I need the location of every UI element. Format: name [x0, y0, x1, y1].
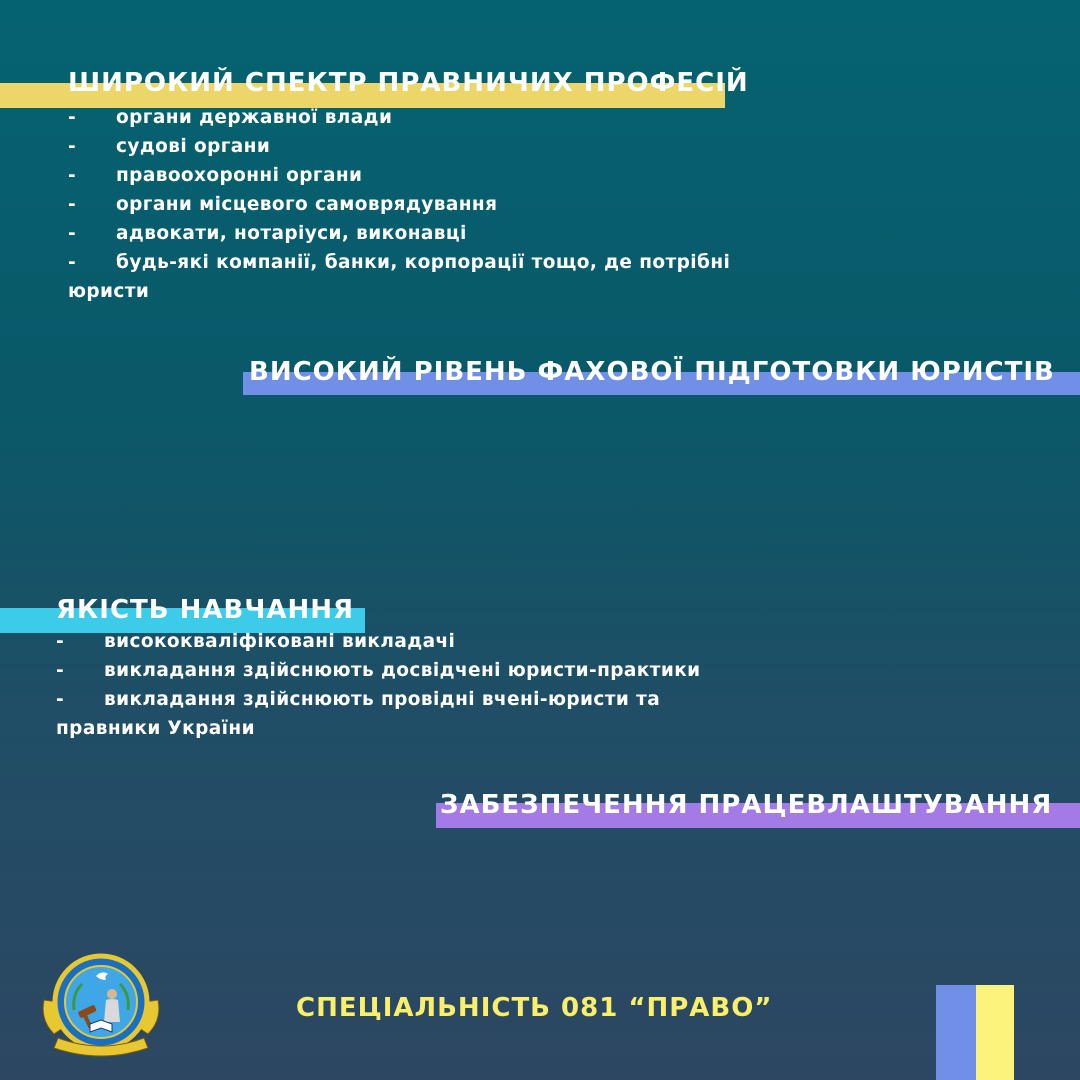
bullet-dash: - — [68, 107, 77, 128]
bullet-dash: - — [68, 252, 77, 273]
professions-list — [68, 103, 730, 306]
specialty-title: СПЕЦІАЛЬНІСТЬ 081 “ПРАВО” — [296, 993, 773, 1023]
bullet-dash: - — [68, 194, 77, 215]
list-item: - будь-які компанії, банки, корпорації тощо, де потрібні — [68, 248, 730, 277]
section-title: ЯКІСТЬ НАВЧАННЯ — [56, 595, 355, 625]
section-title: ВИСОКИЙ РІВЕНЬ ФАХОВОЇ ПІДГОТОВКИ ЮРИСТІВ — [249, 357, 1055, 387]
bullet-dash: - — [68, 165, 77, 186]
university-emblem-icon — [38, 950, 164, 1062]
list-item: - адвокати, нотаріуси, виконавці — [68, 219, 730, 248]
list-item: - висококваліфіковані викладачі — [56, 627, 701, 656]
section-title: ЗАБЕЗПЕЧЕННЯ ПРАЦЕВЛАШТУВАННЯ — [440, 790, 1053, 820]
list-item-continuation: юристи — [68, 281, 150, 302]
list-item: - викладання здійснюють досвідчені юристи-практики — [56, 656, 701, 685]
bullet-dash: - — [68, 136, 77, 157]
flag-blue-stripe — [936, 985, 976, 1080]
section-title: ШИРОКИЙ СПЕКТР ПРАВНИЧИХ ПРОФЕСІЙ — [68, 68, 749, 98]
list-item: - органи місцевого самоврядування — [68, 190, 730, 219]
list-item: - викладання здійснюють провідні вчені-юристи та — [56, 685, 701, 714]
quality-list — [56, 627, 701, 743]
bullet-dash: - — [56, 660, 65, 681]
list-item: - судові органи — [68, 132, 730, 161]
bullet-dash: - — [56, 689, 65, 710]
list-item-continuation: правники України — [56, 718, 255, 739]
list-item: - правоохоронні органи — [68, 161, 730, 190]
bullet-dash: - — [68, 223, 77, 244]
bullet-dash: - — [56, 631, 65, 652]
list-item: - органи державної влади — [68, 103, 730, 132]
flag-yellow-stripe — [976, 985, 1014, 1080]
